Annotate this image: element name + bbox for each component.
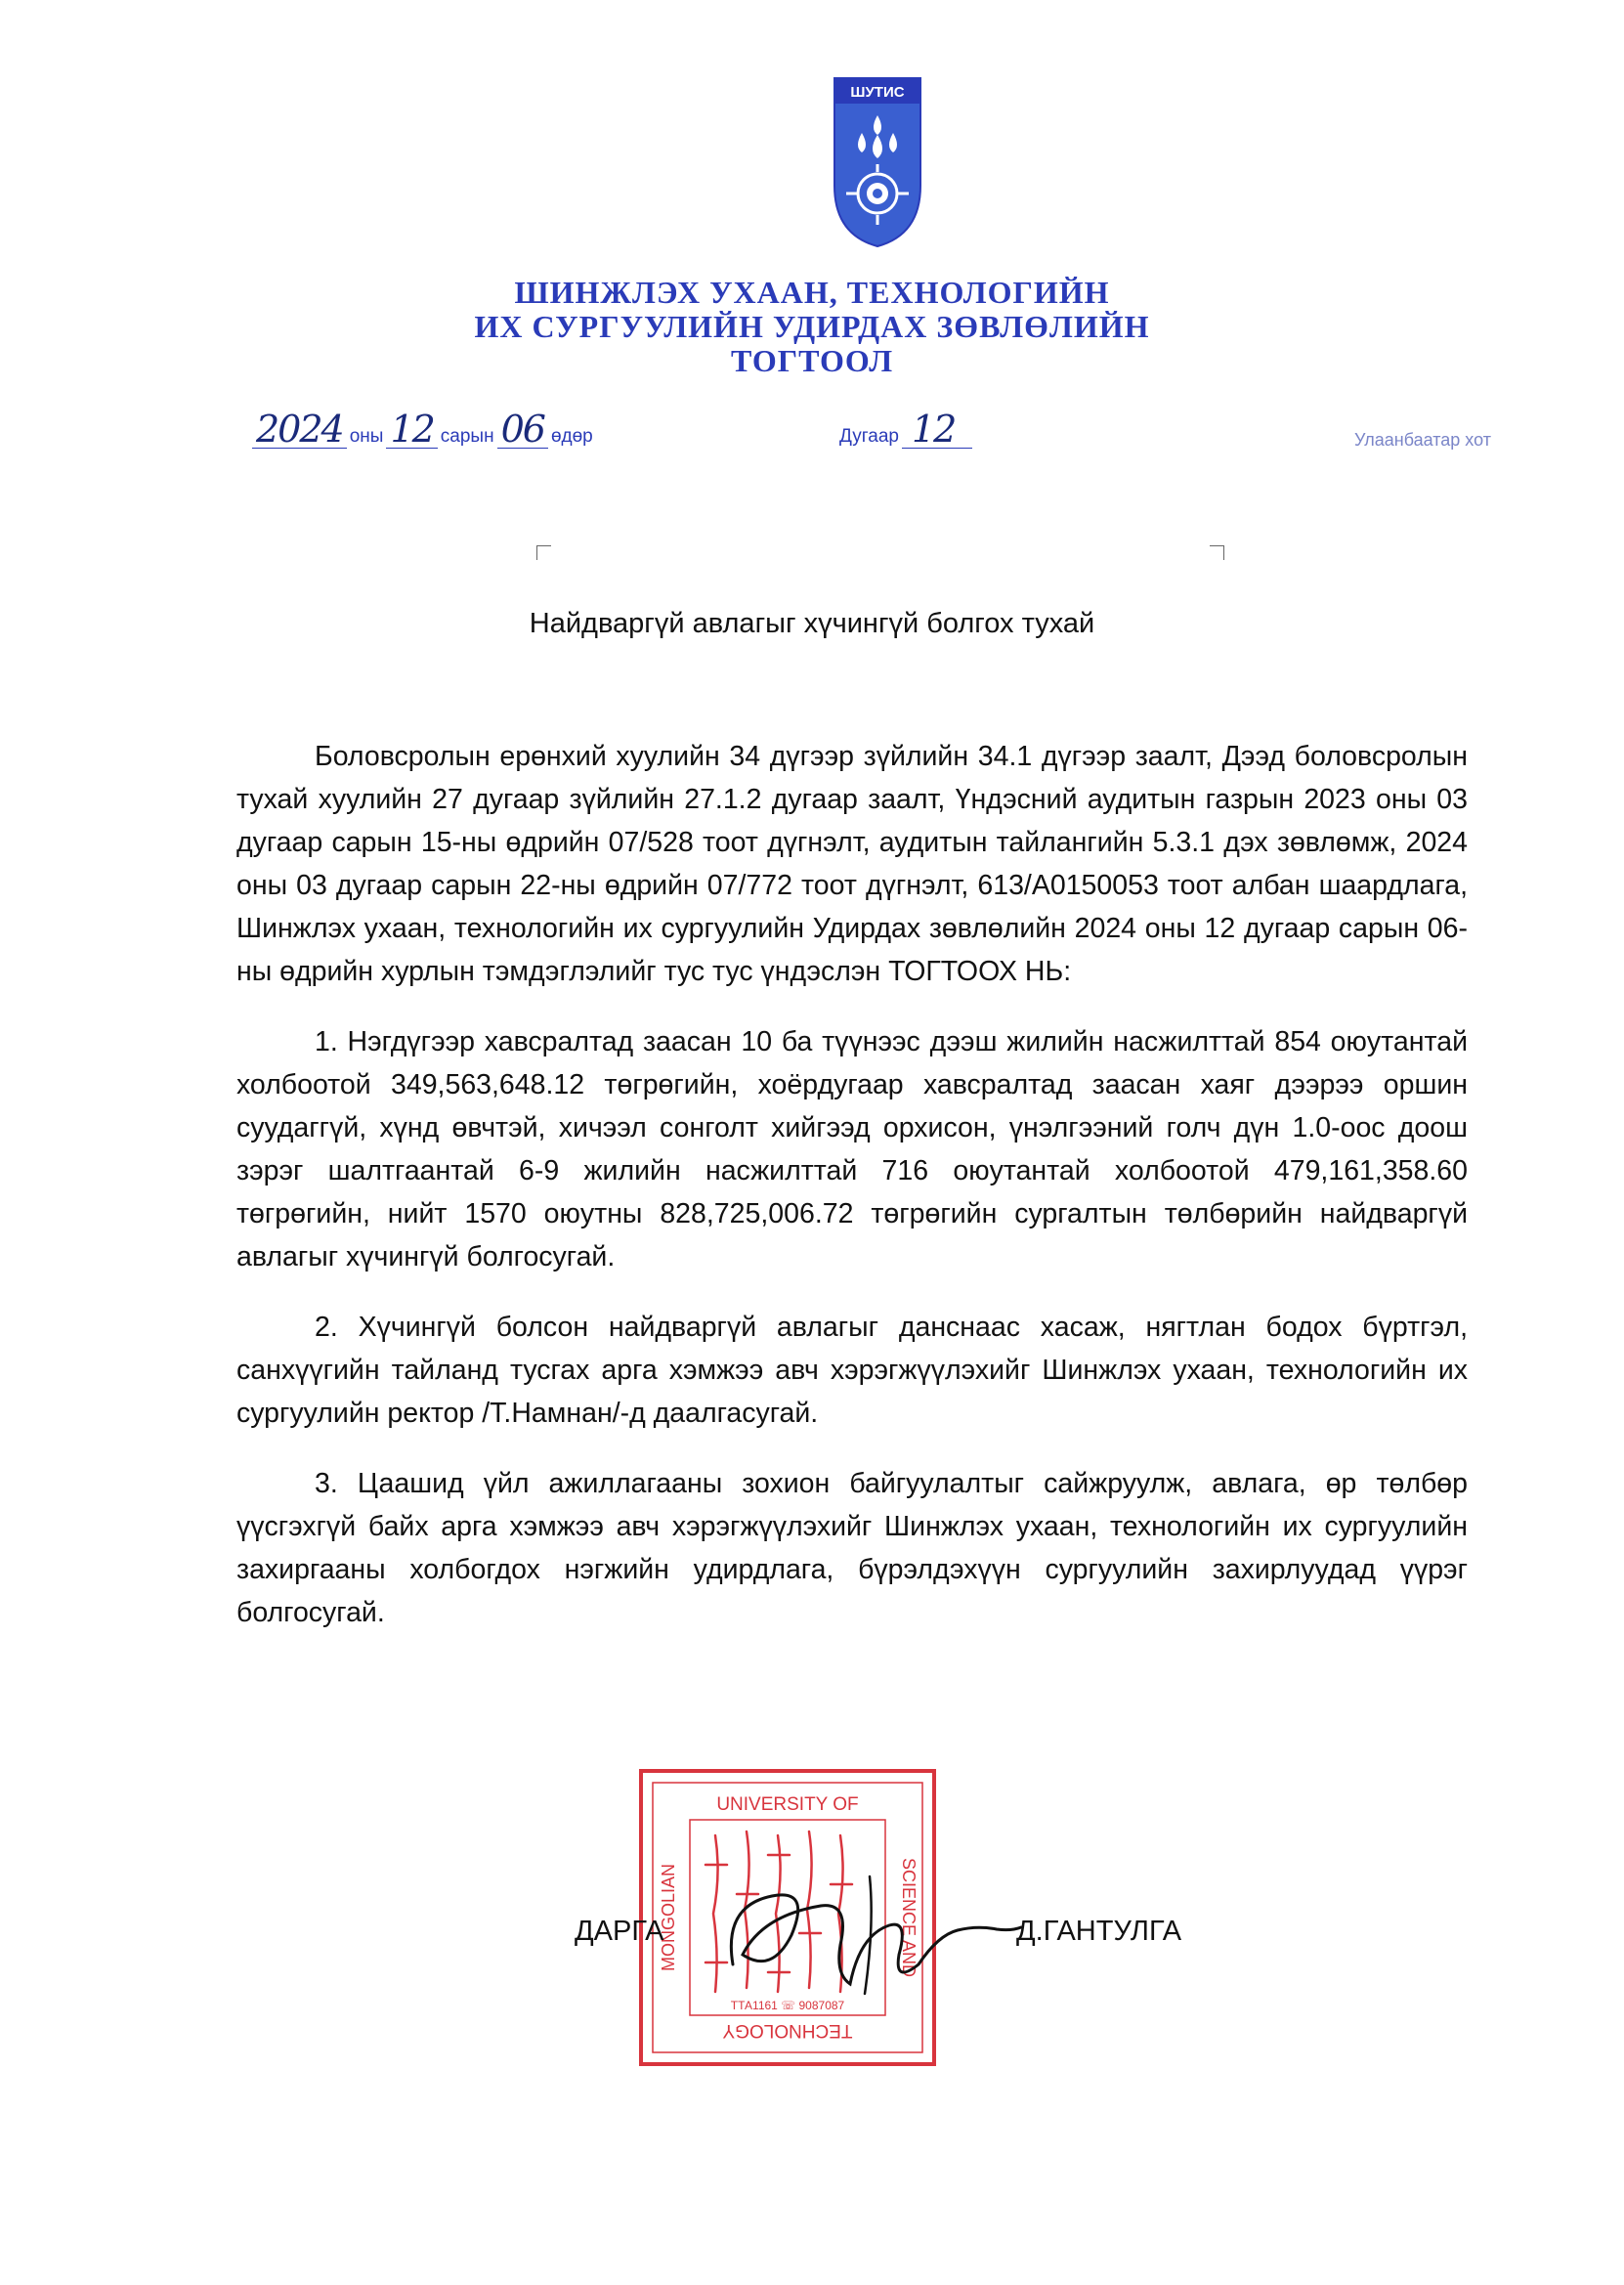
stamp-left-text: MONGOLIAN (659, 1863, 678, 1972)
document-number: 12 (902, 410, 972, 449)
paragraph-2: 2. Хүчингүй болсон найдваргүй авлагыг данснаас хасаж, нягтлан бодох бүртгэл, санхүүгийн тайланд тусгах арга хэмжээ авч хэрэгжүүлэхийг Шинжлэх ухаан, технологийн их сургуулийн ректор /Т.Намнан/-д даалгасугай. (236, 1312, 1468, 1429)
date-line (252, 410, 596, 449)
stamp-right-text: SCIENCE AND (899, 1857, 919, 1978)
paragraph-1: 1. Нэгдүгээр хавсралтад заасан 10 ба түүнээс дээш жилийн насжилттай 854 оюутантай холбоотой 349,563,648.12 төгрөгийн, хоёрдугаар хавсралтад заасан хаяг дээрээ оршин суудаггүй, хүнд өвчтэй, хичээл сонголт хийгээд орхисон, үнэлгээний голч дүн 1.0-оос доош зэрэг шалтгаантай 6-9 жилийн насжилттай 716 оюутантай холбоотой 479,161,358.60 төгрөгийн, нийт 1570 оюутны 828,725,006.72 төгрөгийн сургалтын төлбөрийн найдваргүй авлагыг хүчингүй болгосугай. (236, 1026, 1468, 1272)
number-line (836, 410, 972, 449)
date-month: 12 (386, 410, 437, 449)
corner-mark-right (1210, 545, 1224, 560)
stamp-code: ТТА1161 ☏ 9087087 (730, 1999, 845, 2012)
year-label: оны (349, 426, 384, 447)
month-label: сарын (440, 426, 494, 447)
corner-mark-left (536, 545, 551, 560)
document-header (293, 276, 1331, 378)
date-year: 2024 (252, 410, 347, 449)
document-body (236, 735, 1468, 1661)
header-line-2: ИХ СУРГУУЛИЙН УДИРДАХ ЗӨВЛӨЛИЙН (474, 309, 1150, 344)
day-label: өдөр (550, 426, 593, 447)
handwritten-signature (704, 1837, 1026, 2004)
city: Улаанбаатар хот (1354, 430, 1491, 450)
document-subject: Найдваргүй авлагыг хүчингүй болгох тухай (529, 608, 1095, 639)
number-label: Дугаар (839, 426, 899, 447)
date-day: 06 (497, 410, 548, 449)
paragraph-preamble: Боловсролын ерөнхий хуулийн 34 дүгээр зүйлийн 34.1 дүгээр заалт, Дээд боловсролын тухай хуулийн 27 дугаар зүйлийн 27.1.2 дугаар заалт, Үндэсний аудитын газрын 2023 оны 03 дугаар сарын 15-ны өдрийн 07/528 тоот дүгнэлт, аудитын тайлангийн 5.3.1 дэх зөвлөмж, 2024 оны 03 дугаар сарын 22-ны өдрийн 07/772 тоот дүгнэлт, 613/A0150053 тоот албан шаардлага, Шинжлэх ухаан, технологийн их сургуулийн Удирдах зөвлөлийн 2024 оны 12 дугаар сарын 06-ны өдрийн хурлын тэмдэглэлийг тус тус үндэслэн ТОГТООХ НЬ: (236, 741, 1468, 987)
stamp-bottom-text: TECHNOLOGY (722, 2020, 853, 2041)
stamp-top-text: UNIVERSITY OF (716, 1794, 859, 1815)
header-line-3: ТОГТООЛ (730, 343, 894, 378)
paragraph-3: 3. Цаашид үйл ажиллагааны зохион байгуулалтыг сайжруулж, авлага, өр төлбөр үүсгэхгүй байх арга хэмжээ авч хэрэгжүүлэхийг Шинжлэх ухаан, технологийн их сургуулийн захиргааны холбогдох нэгжийн удирдлага, бүрэлдэхүүн сургуулийн захирлуудад үүрэг болгосугай. (236, 1468, 1468, 1628)
header-line-1: ШИНЖЛЭХ УХААН, ТЕХНОЛОГИЙН (514, 275, 1110, 310)
signatory-title: ДАРГА (575, 1916, 664, 1947)
university-logo (829, 68, 926, 249)
signatory-name: Д.ГАНТУЛГА (1016, 1916, 1182, 1947)
logo-text: ШУТИС (850, 84, 905, 101)
